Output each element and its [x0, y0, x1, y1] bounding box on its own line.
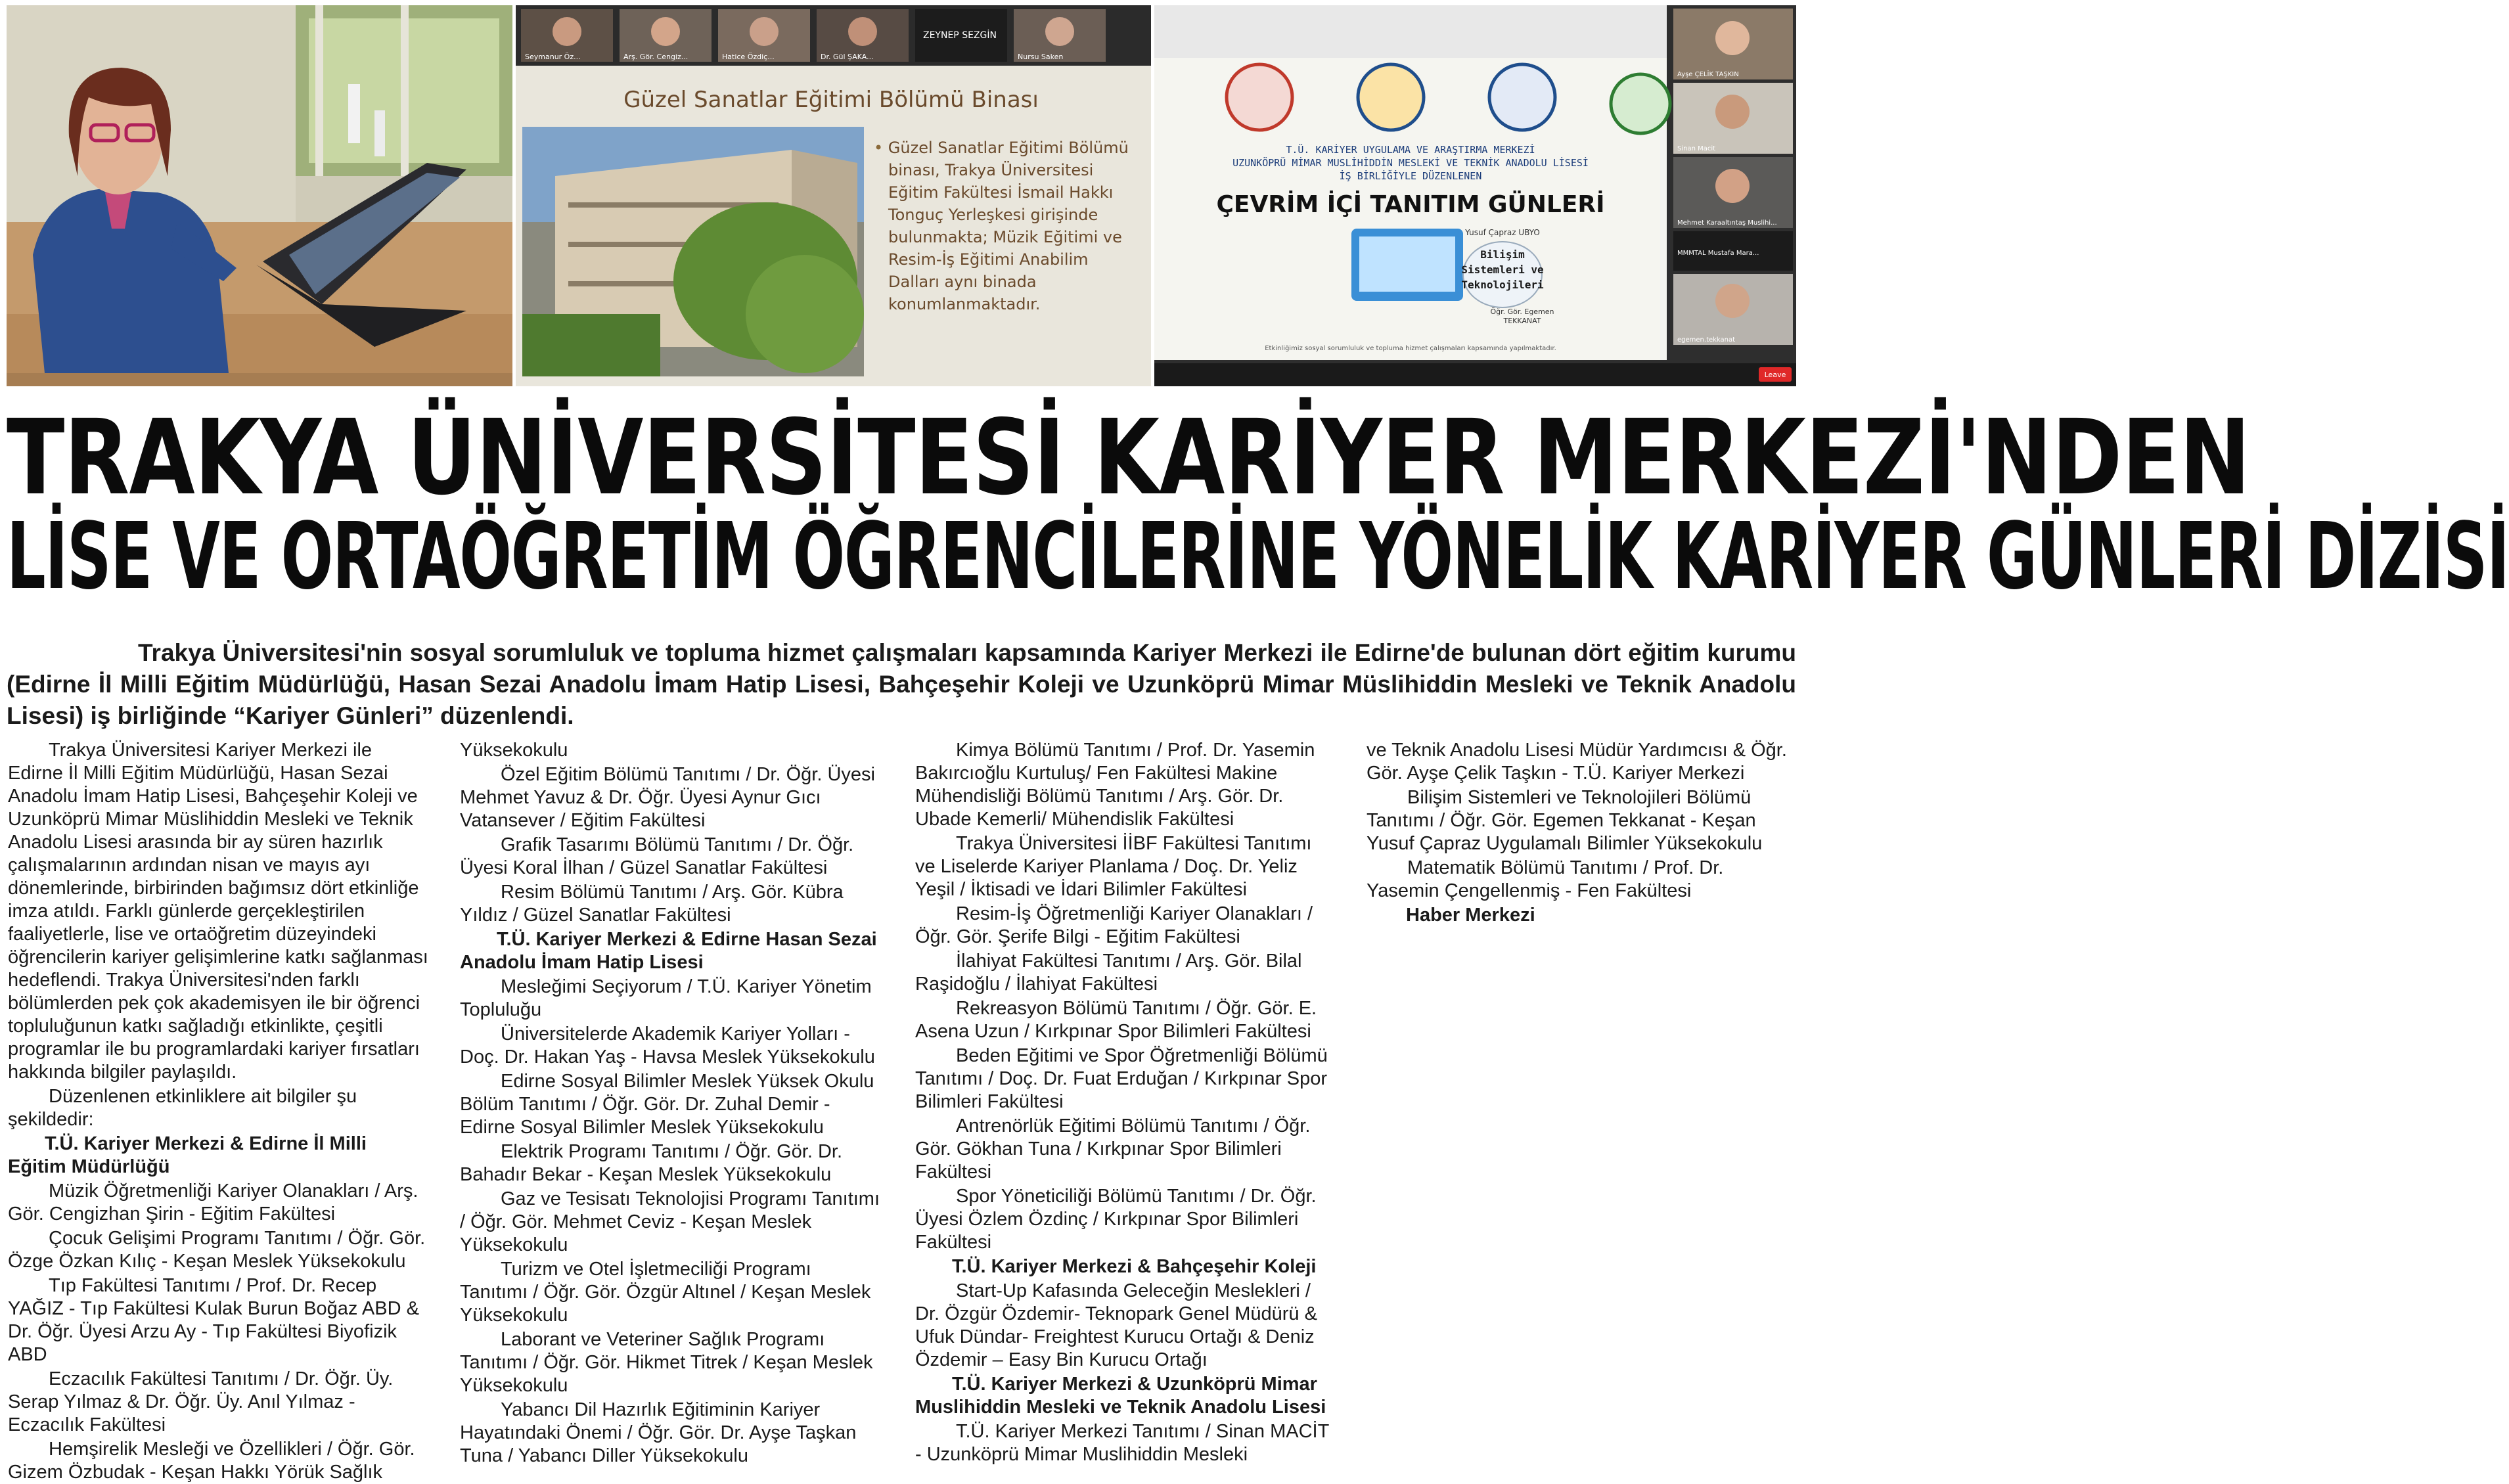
list-item: Trakya Üniversitesi İİBF Fakültesi Tanıtımı ve Liselerde Kariyer Planlama / Doç. Dr. Yeliz Yeşil / İktisadi ve İdari Bilimler Fakültesi — [915, 833, 1312, 900]
participant-name: Dr. Gül ŞAKA... — [821, 53, 874, 61]
poster-footer: Etkinliğimiz sosyal sorumluluk ve topluma hizmet çalışmaları kapsamında yapılmaktadır. — [1265, 345, 1556, 352]
list-item: Resim-İş Öğretmenliği Kariyer Olanakları / Öğr. Gör. Şerife Bilgi - Eğitim Fakültesi — [915, 903, 1313, 947]
poster-line-2: UZUNKÖPRÜ MİMAR MUSLİHİDDİN MESLEKİ VE TEKNİK ANADOLU LİSESİ — [1232, 157, 1589, 169]
meeting-toolbar — [1154, 363, 1796, 386]
side-participant-name: MMMTAL Mustafa Mara... — [1677, 250, 1759, 257]
list-item: İlahiyat Fakültesi Tanıtımı / Arş. Gör. Bilal Raşidoğlu / İlahiyat Fakültesi — [915, 951, 1302, 995]
side-participant-name: Sinan Macit — [1677, 145, 1716, 152]
list-item-continued: ve Teknik Anadolu Lisesi Müdür Yardımcısı & Öğr. Gör. Ayşe Çelik Taşkın - T.Ü. Kariyer Merkezi — [1367, 740, 1787, 784]
participant-name: Nursu Saken — [1018, 53, 1064, 61]
list-item: Turizm ve Otel İşletmeciliği Programı Tanıtımı / Öğr. Gör. Özgür Altınel / Keşan Meslek Yüksekokulu — [460, 1259, 871, 1326]
list-item: Laborant ve Veteriner Sağlık Programı Tanıtımı / Öğr. Gör. Hikmet Titrek / Keşan Meslek Yüksekokulu — [460, 1329, 873, 1396]
slide-title: Güzel Sanatlar Eğitimi Bölümü Binası — [623, 87, 1039, 113]
poster-speaker-1: Öğr. Gör. Egemen — [1490, 307, 1554, 316]
poster-title: ÇEVRİM İÇİ TANITIM GÜNLERİ — [1216, 191, 1605, 218]
list-item-continued: Yüksekokulu — [460, 740, 568, 761]
list-item: Mesleğimi Seçiyorum / T.Ü. Kariyer Yönetim Topluluğu — [460, 976, 872, 1020]
list-item: Bilişim Sistemleri ve Teknolojileri Bölümü Tanıtımı / Öğr. Gör. Egemen Tekkanat - Keşan Yusuf Çapraz Uygulamalı Bilimler Yüksekokulu — [1367, 787, 1763, 854]
column-2 — [460, 739, 880, 1478]
list-item: Üniversitelerde Akademik Kariyer Yolları - Doç. Dr. Hakan Yaş - Havsa Meslek Yüksekokulu — [460, 1023, 875, 1068]
poster-speaker-2: TEKKANAT — [1503, 317, 1541, 325]
subheading: T.Ü. Kariyer Merkezi & Edirne İl Milli Eğitim Müdürlüğü — [8, 1133, 367, 1177]
list-item: T.Ü. Kariyer Merkezi Tanıtımı / Sinan MACİT - Uzunköprü Mimar Muslihiddin Mesleki — [915, 1421, 1329, 1465]
list-item: Rekreasyon Bölümü Tanıtımı / Öğr. Gör. E. Asena Uzun / Kırkpınar Spor Bilimleri Fakültesi — [915, 998, 1317, 1042]
body-paragraph: Trakya Üniversitesi Kariyer Merkezi ile Edirne İl Milli Eğitim Müdürlüğü, Hasan Sezai Anadolu İmam Hatip Lisesi, Bahçeşehir Koleji ve Uzunköprü Mimar Müslihiddin Mesleki ve Teknik Anadolu Lisesi arasında bir ay süren hazırlık çalışmalarının ardından nisan ve mayıs ayı dönemlerinde, birbirinden bağımsız dört etkinliğe imza atıldı. Farklı günlerde gerçekleştirilen faaliyetlerle, lise ve ortaöğretim düzeyindeki öğrencilerin kariyer gelişimlerine katkı sağlanması hedeflendi. Trakya Üniversitesi'nden farklı bölümlerden pek çok akademisyen ile bir öğrenci topluluğunun katkı sağladığı etkinlikte, çeşitli programlar ile bu programlardaki kariyer fırsatları hakkında bilgiler paylaşıldı. — [8, 740, 428, 1083]
photo-presentation-slide — [516, 5, 1151, 386]
participant-name: ZEYNEP SEZGİN — [923, 30, 997, 41]
list-item: Müzik Öğretmenliği Kariyer Olanakları / Arş. Gör. Cengizhan Şirin - Eğitim Fakültesi — [8, 1180, 418, 1225]
side-video-panel — [1673, 9, 1793, 345]
list-item: Start-Up Kafasında Geleceğin Meslekleri / Dr. Özgür Özdemir- Teknopark Genel Müdürü & Ufuk Dündar- Freightest Kurucu Ortağı & Deniz Özdemir – Easy Bin Kurucu Ortağı — [915, 1280, 1317, 1370]
list-item: Spor Yöneticiliği Bölümü Tanıtımı / Dr. Öğr. Üyesi Özlem Özdinç / Kırkpınar Spor Bilimleri Fakültesi — [915, 1186, 1317, 1253]
photo-woman-at-laptop-illustration — [7, 5, 512, 386]
headline-main: TRAKYA ÜNİVERSİTESİ KARİYER MERKEZİ'NDEN — [7, 397, 2250, 518]
presentation-slide-screen — [516, 5, 1151, 386]
list-item: Beden Eğitimi ve Spor Öğretmenliği Bölümü Tanıtımı / Doç. Dr. Fuat Erduğan / Kırkpınar Spor Bilimleri Fakültesi — [915, 1045, 1328, 1112]
byline: Haber Merkezi — [1406, 905, 1535, 926]
subheading: T.Ü. Kariyer Merkezi & Uzunköprü Mimar Muslihiddin Mesleki ve Teknik Anadolu Lisesi — [915, 1374, 1326, 1418]
online-days-poster-screen — [1154, 5, 1796, 386]
list-item: Çocuk Gelişimi Programı Tanıtımı / Öğr. Gör. Özge Özkan Kılıç - Keşan Meslek Yüksekokulu — [8, 1228, 426, 1272]
list-item: Grafik Tasarımı Bölümü Tanıtımı / Dr. Öğr. Üyesi Koral İlhan / Güzel Sanatlar Fakültesi — [460, 834, 854, 878]
subheading: T.Ü. Kariyer Merkezi & Bahçeşehir Koleji — [952, 1256, 1317, 1277]
photo-online-days-poster — [1154, 5, 1796, 386]
list-item: Eczacılık Fakültesi Tanıtımı / Dr. Öğr. Üy. Serap Yılmaz & Dr. Öğr. Üy. Anıl Yılmaz - Eczacılık Fakültesi — [8, 1368, 394, 1435]
participant-name: Arş. Gör. Cengiz... — [623, 53, 689, 61]
slide-bullet: • Güzel Sanatlar Eğitimi Bölümü binası, Trakya Üniversitesi Eğitim Fakültesi İsmail Hakkı Tonguç Yerleşkesi girişinde bulunmakta; Müzik Eğitimi ve Resim-İş Eğitimi Anabilim Dalları aynı binada konumlanmaktadır. — [874, 139, 1129, 313]
column-3 — [915, 739, 1336, 1478]
column-1 — [8, 739, 428, 1483]
list-item: Hemşirelik Mesleği ve Özellikleri / Öğr. Gör. Gizem Özbudak - Keşan Hakkı Yörük Sağlık — [8, 1439, 415, 1483]
list-item: Edirne Sosyal Bilimler Meslek Yüksek Okulu Bölüm Tanıtımı / Öğr. Gör. Dr. Zuhal Demir - Edirne Sosyal Bilimler Meslek Yüksekokulu — [460, 1071, 874, 1138]
poster-topic-1: Bilişim — [1480, 248, 1525, 261]
body-paragraph: Düzenlenen etkinliklere ait bilgiler şu şekildedir: — [8, 1086, 357, 1130]
list-item: Özel Eğitim Bölümü Tanıtımı / Dr. Öğr. Üyesi Mehmet Yavuz & Dr. Öğr. Üyesi Aynur Gıcı Vatansever / Eğitim Fakültesi — [460, 764, 875, 831]
poster-line-1: T.Ü. KARİYER UYGULAMA VE ARAŞTIRMA MERKEZİ — [1286, 144, 1535, 156]
list-item: Matematik Bölümü Tanıtımı / Prof. Dr. Yasemin Çengellenmiş - Fen Fakültesi — [1367, 857, 1724, 901]
poster-topic-2: Sistemleri ve — [1461, 263, 1544, 276]
list-item: Kimya Bölümü Tanıtımı / Prof. Dr. Yasemin Bakırcıoğlu Kurtuluş/ Fen Fakültesi Makine Mühendisliği Bölümü Tanıtımı / Arş. Gör. Dr. Ubade Kemerli/ Mühendislik Fakültesi — [915, 740, 1315, 830]
building-photo — [522, 127, 864, 376]
participant-name: Hatice Özdiç... — [722, 53, 775, 61]
photo-woman-at-laptop — [7, 5, 512, 386]
subheading: T.Ü. Kariyer Merkezi & Edirne Hasan Sezai Anadolu İmam Hatip Lisesi — [460, 929, 877, 973]
list-item: Gaz ve Tesisatı Teknolojisi Programı Tanıtımı / Öğr. Gör. Mehmet Ceviz - Keşan Meslek Yüksekokulu — [460, 1188, 880, 1255]
poster-topic-3: Teknolojileri — [1461, 279, 1544, 291]
lead-paragraph: Trakya Üniversitesi'nin sosyal sorumluluk ve topluma hizmet çalışmaları kapsamında Kariyer Merkezi ile Edirne'de bulunan dört eğitim kurumu (Edirne İl Milli Eğitim Müdürlüğü, Hasan Sezai Anadolu İmam Hatip Lisesi, Bahçeşehir Koleji ve Uzunköprü Mimar Müslihiddin Mesleki ve Teknik Anadolu Lisesi) iş birliğinde “Kariyer Günleri” düzenlendi. — [7, 639, 1796, 729]
list-item: Tıp Fakültesi Tanıtımı / Prof. Dr. Recep YAĞIZ - Tıp Fakültesi Kulak Burun Boğaz ABD & Dr. Öğr. Üyesi Arzu Ay - Tıp Fakültesi Biyofizik ABD — [8, 1275, 419, 1365]
side-participant-name: Mehmet Karaaltıntaş Muslihi... — [1677, 219, 1777, 227]
side-participant-name: egemen.tekkanat — [1677, 336, 1736, 344]
column-4 — [1367, 739, 1787, 1478]
side-participant-name: Ayşe ÇELİK TAŞKIN — [1677, 71, 1739, 78]
list-item: Resim Bölümü Tanıtımı / Arş. Gör. Kübra Yıldız / Güzel Sanatlar Fakültesi — [460, 882, 844, 926]
poster-school: Yusuf Çapraz UBYO — [1465, 228, 1540, 237]
list-item: Elektrik Programı Tanıtımı / Öğr. Gör. Dr. Bahadır Bekar - Keşan Meslek Yüksekokulu — [460, 1141, 843, 1185]
poster-line-3: İŞ BİRLİĞİYLE DÜZENLENEN — [1339, 170, 1482, 182]
headline-sub: LİSE VE ORTAÖĞRETİM ÖĞRENCİLERİNE YÖNELİK KARİYER GÜNLERİ DİZİSİ — [7, 503, 2509, 610]
list-item: Antrenörlük Eğitimi Bölümü Tanıtımı / Öğr. Gör. Gökhan Tuna / Kırkpınar Spor Bilimleri Fakültesi — [915, 1115, 1311, 1182]
list-item: Yabancı Dil Hazırlık Eğitiminin Kariyer Hayatındaki Önemi / Öğr. Gör. Dr. Ayşe Taşkan Tuna / Yabancı Diller Yüksekokulu — [460, 1399, 857, 1466]
leave-button-label: Leave — [1764, 371, 1786, 379]
participant-name: Seymanur Öz... — [525, 53, 581, 61]
